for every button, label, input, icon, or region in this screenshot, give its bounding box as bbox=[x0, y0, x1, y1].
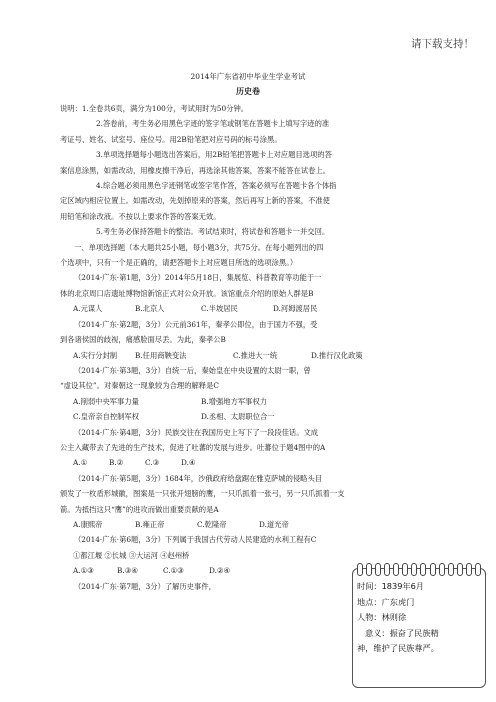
section-heading-cont: 个选项中，只有一个是正确的，请把答题卡上对应题目所选的选项涂黑。） bbox=[60, 258, 298, 268]
option: C.乾隆帝 bbox=[197, 519, 227, 529]
history-note-card bbox=[352, 568, 486, 688]
option: D.②④ bbox=[209, 566, 230, 576]
option: B.② bbox=[109, 458, 124, 468]
question-6-stem: （2014·广东·第6题，3分）下列属于我国古代劳动人民建造的水利工程有C bbox=[74, 535, 317, 545]
option: C.半坡居民 bbox=[201, 304, 238, 314]
question-2-options bbox=[60, 348, 440, 363]
question-5-options bbox=[60, 517, 440, 532]
question-2-stem-cont: 到各诸侯国的歧视，痛感脸面尽丢。为此，秦孝公B bbox=[60, 335, 226, 345]
instruction-line: 5.考生务必保持答题卡的整洁。考试结束时，将试卷和答题卡一并交回。 bbox=[96, 227, 330, 237]
exam-title: 2014年广东省初中毕业生学业考试 bbox=[190, 72, 306, 81]
option: A.元谋人 bbox=[73, 304, 103, 314]
option: D.河姆渡居民 bbox=[273, 304, 318, 314]
instruction-line: 2.答卷前，考生务必用黑色字迹的签字笔或钢笔在答题卡上填写字迹的准 bbox=[96, 119, 330, 129]
option: A.实行分封制 bbox=[73, 350, 118, 360]
question-2-stem: （2014·广东·第2题，3分）公元前361年，秦孝公即位，由于国力不强，受 bbox=[74, 319, 318, 329]
question-5-stem-cont: 箭。为抵挡这只“鹰”的进攻而做出重要贡献的是A bbox=[60, 504, 219, 514]
question-5-stem: （2014·广东·第5题，3分）1684年，沙俄政府给盘踞在雅克萨城的侵略头目 bbox=[74, 473, 323, 483]
option: D.道光帝 bbox=[259, 519, 289, 529]
exam-subtitle: 历史卷 bbox=[236, 86, 260, 96]
question-4-stem-cont: 公主入藏带去了先进的生产技术，促进了吐蕃的发展与进步。吐蕃位于题4图中的A bbox=[60, 442, 326, 452]
instruction-line: 案信息涂黑，如需改动，用橡皮擦干净后，再选涂其他答案，答案不能答在试卷上。 bbox=[60, 165, 330, 175]
note-person: 人物：林则徐 bbox=[357, 612, 407, 623]
question-4-options bbox=[60, 455, 440, 470]
option: C.①③ bbox=[163, 566, 184, 576]
option: A.康熙帝 bbox=[73, 519, 103, 529]
note-card-text bbox=[357, 579, 439, 657]
option: D.丞相、太尉职位合一 bbox=[201, 412, 275, 422]
option: B.③④ bbox=[117, 566, 138, 576]
question-3-options bbox=[60, 409, 440, 424]
option: C.皇帝亲自控制军权 bbox=[73, 412, 140, 422]
section-heading: 一、单项选择题（本大题共25小题，每小题3分，共75分。在每小题列出的四 bbox=[74, 242, 324, 252]
option: A.① bbox=[73, 458, 88, 468]
instruction-line: 3.单项选择题每小题选出答案后，用2B铅笔把答题卡上对应题目选项的答 bbox=[96, 150, 332, 160]
option: A.削弱中央军事力量 bbox=[73, 396, 139, 406]
note-time: 时间：1839年6月 bbox=[357, 581, 424, 591]
instruction-line: 考证号、姓名、试室号、座位号。用2B铅笔把对应号码的标号涂黑。 bbox=[60, 134, 282, 144]
option: A.①③ bbox=[73, 566, 94, 576]
question-1-stem: （2014·广东·第1题，3分）2014年5月18日，集展览、科普教育等功能于一 bbox=[74, 273, 322, 283]
option: B.北京人 bbox=[135, 304, 165, 314]
instruction-line: 用铅笔和涂改液。不按以上要求作答的答案无效。 bbox=[60, 211, 221, 221]
spiral-binding-icon bbox=[357, 563, 481, 575]
question-4-stem: （2014·广东·第4题，3分）民族交往在我国历史上写下了一段段佳话。文成 bbox=[74, 427, 319, 437]
note-place: 地点：广东虎门 bbox=[357, 596, 415, 607]
instruction-line: 定区域内相应位置上。如需改动，先划掉原来的答案，然后再写上新的答案，不准使 bbox=[60, 196, 330, 206]
question-1-stem-cont: 体的北京周口店遗址博物馆新馆正式对公众开放。该馆重点介绍的原始人群是B bbox=[60, 288, 314, 298]
download-support-note: 请下载支持！ bbox=[411, 38, 474, 50]
option: B.增强地方军事权力 bbox=[201, 396, 268, 406]
option: C.③ bbox=[145, 458, 160, 468]
exam-body bbox=[60, 101, 440, 594]
option: B.雍正帝 bbox=[135, 519, 165, 529]
option: C.推进大一统 bbox=[233, 350, 278, 360]
option: D.④ bbox=[181, 458, 196, 468]
question-3-stem: （2014·广东·第3题，3分）自统一后，秦始皇在中央设置的太尉一职，曾 bbox=[74, 365, 311, 375]
option: B.任用商鞅变法 bbox=[135, 350, 187, 360]
question-3-options bbox=[60, 394, 440, 409]
note-meaning: 意义：振奋了民族精 bbox=[365, 627, 439, 638]
note-meaning-cont: 神，维护了民族尊严。 bbox=[357, 643, 439, 654]
question-1-options bbox=[60, 301, 440, 316]
question-5-stem-cont: 颁发了一枚盾形城徽，图案是一只张开翅膀的鹰，一只爪抓着一张弓，另一只爪抓着一支 bbox=[60, 489, 345, 499]
instruction-line: 4.综合题必须用黑色字迹钢笔或签字笔作答，答案必须写在答题卡各个体指 bbox=[96, 181, 337, 191]
option: D.推行汉化政策 bbox=[311, 350, 363, 360]
question-7-stem: （2014·广东·第7题，3分）了解历史事件， bbox=[74, 581, 216, 591]
instruction-line: 说明：1.全卷共6页，满分为100分，考试用时为50分钟。 bbox=[60, 104, 249, 113]
question-3-stem-cont: “虚设其位”。对秦朝这一现象较为合理的解释是C bbox=[60, 381, 219, 391]
question-6-items: ①都江堰 ②长城 ③大运河 ④赵州桥 bbox=[73, 550, 190, 560]
